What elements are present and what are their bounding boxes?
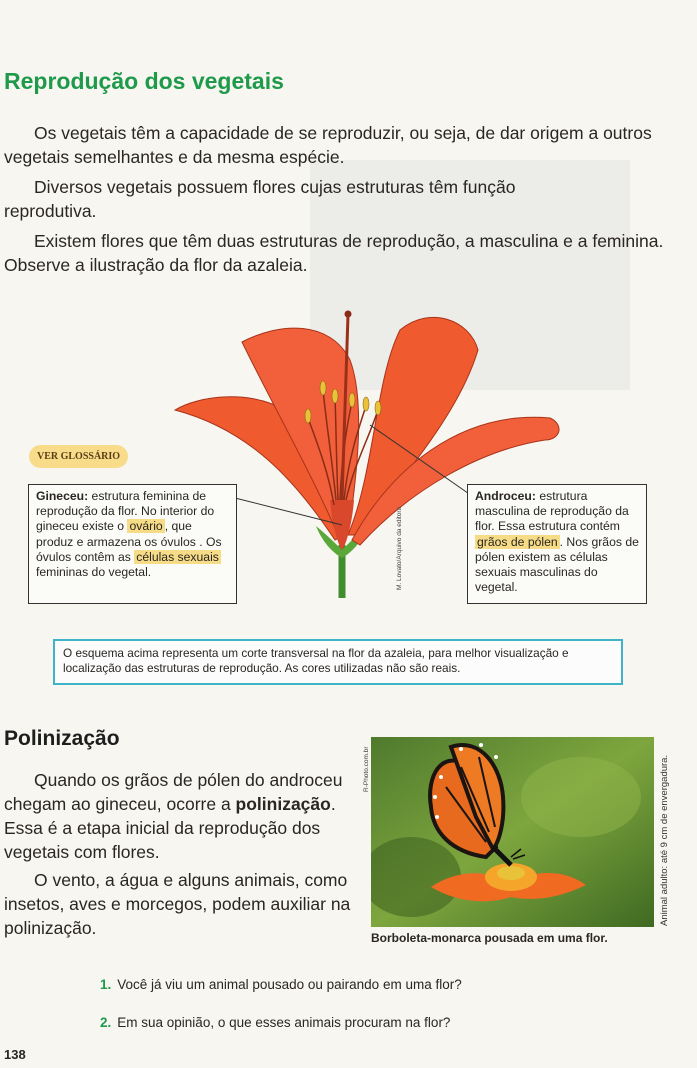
glossary-button[interactable]: VER GLOSSÁRIO	[29, 445, 128, 468]
ovario-highlight: ovário	[129, 519, 163, 534]
question-1-number: 1.	[100, 977, 112, 992]
gineceu-callout	[28, 484, 237, 604]
photo-size-note: Animal adulto: até 9 cm de envergadura.	[659, 754, 670, 926]
androceu-text-1: estrutura masculina de reprodução da flor. Essa estrutura contém	[475, 489, 629, 534]
pol-text-before: Quando os grãos de pólen do androceu chegam ao gineceu, ocorre a	[4, 770, 343, 814]
photo-credit: R-Photo.com.br	[363, 746, 370, 792]
gineceu-text-3: femininas do vegetal.	[36, 565, 152, 580]
pol-text-after: . Essa é a etapa inicial da reprodução dos vegetais com flores.	[4, 794, 336, 862]
diagram-caption: O esquema acima representa um corte transversal na flor da azaleia, para melhor visualização e localização das estruturas de reprodução. As cores utilizadas não são reais.	[53, 639, 623, 685]
gineceu-text-2: , que produz e armazena os óvulos . Os óvulos contêm as	[36, 519, 222, 564]
question-2-text: Em sua opinião, o que esses animais procuram na flor?	[117, 1015, 451, 1030]
question-2-number: 2.	[100, 1015, 112, 1030]
androceu-term: Androceu:	[475, 489, 536, 503]
androceu-callout	[467, 484, 647, 604]
gineceu-text-1: estrutura feminina de reprodução da flor. No interior do gineceu existe o	[36, 489, 215, 534]
pollination-paragraph-1	[4, 768, 359, 864]
page-title: Reprodução dos vegetais	[4, 68, 284, 94]
pollination-paragraph-2: O vento, a água e alguns animais, como insetos, aves e morcegos, podem auxiliar na polinização.	[4, 870, 351, 938]
intro-text	[4, 121, 684, 277]
section-subtitle: Polinização	[4, 727, 120, 750]
pollination-text	[4, 768, 359, 940]
androceu-text-2: . Nos grãos de pólen existem as células sexuais masculinas do vegetal.	[475, 534, 639, 595]
photo-caption: Borboleta-monarca pousada em uma flor.	[371, 931, 608, 945]
illustration-credit: M. Lovato/Arquivo da editora	[396, 506, 403, 590]
paragraph-1: Os vegetais têm a capacidade de se reproduzir, ou seja, de dar origem a outros vegetais semelhantes e da mesma espécie.	[4, 123, 652, 167]
polinizacao-term: polinização	[235, 794, 331, 814]
page-number: 138	[4, 1047, 26, 1062]
paragraph-2: Diversos vegetais possuem flores cujas estruturas têm função reprodutiva.	[4, 177, 516, 221]
graos-de-polen-highlight: grãos de pólen	[477, 534, 558, 549]
question-2	[100, 1015, 450, 1030]
celulas-sexuais-highlight: células sexuais	[136, 549, 219, 564]
butterfly-photo	[371, 737, 654, 927]
petal-upper-right	[348, 317, 478, 535]
gineceu-term: Gineceu:	[36, 489, 89, 503]
paragraph-3: Existem flores que têm duas estruturas de reprodução, a masculina e a feminina. Observe a ilustração da flor da azaleia.	[4, 231, 664, 275]
question-1-text: Você já viu um animal pousado ou pairando em uma flor?	[117, 977, 462, 992]
question-1	[100, 977, 462, 992]
